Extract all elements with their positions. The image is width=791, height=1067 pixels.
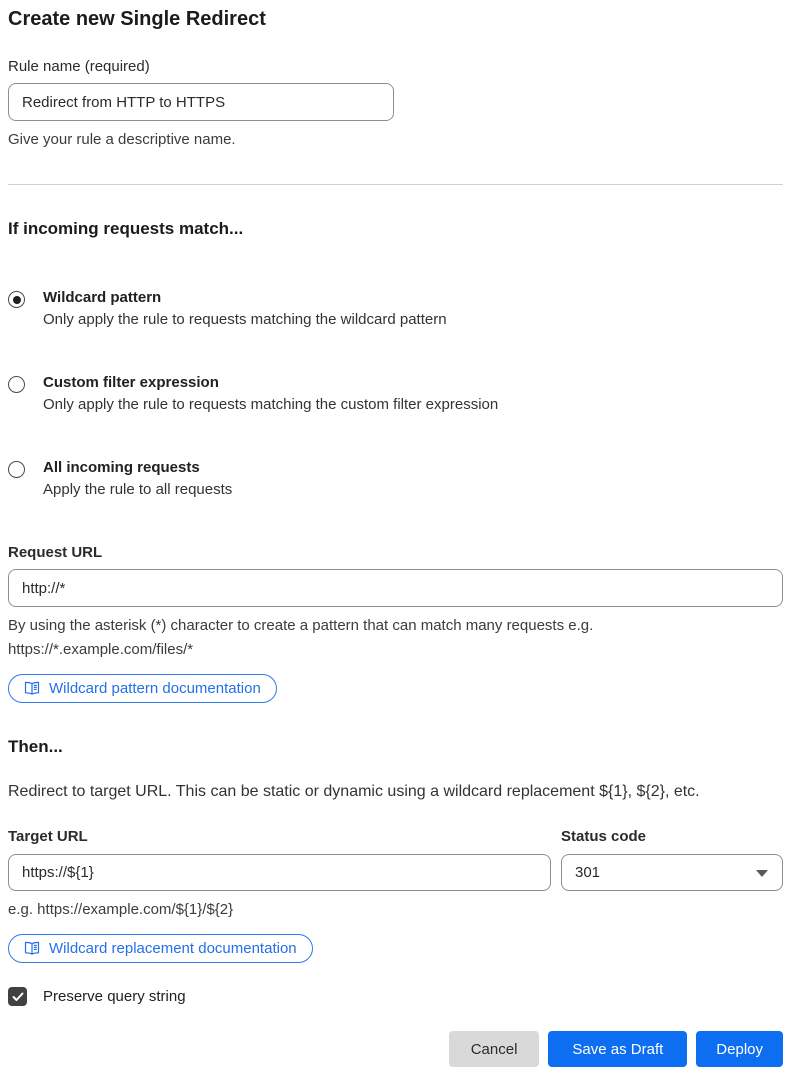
rule-name-input[interactable] [8, 83, 394, 121]
deploy-button[interactable]: Deploy [696, 1031, 783, 1067]
then-section-heading: Then... [8, 736, 63, 756]
request-url-help-line2: https://*.example.com/files/* [8, 640, 194, 658]
status-code-value: 301 [575, 863, 601, 881]
section-divider [8, 184, 783, 185]
preserve-query-string-row[interactable] [8, 987, 783, 1006]
radio-option-custom-filter[interactable] [8, 374, 783, 413]
radio-description: Apply the rule to all requests [43, 481, 233, 499]
radio-description: Only apply the rule to requests matching the wildcard pattern [43, 311, 447, 329]
target-url-input[interactable] [8, 854, 551, 891]
rule-name-help: Give your rule a descriptive name. [8, 131, 236, 148]
footer-actions [8, 1031, 783, 1067]
request-url-label: Request URL [8, 544, 103, 562]
then-description: Redirect to target URL. This can be static or dynamic using a wildcard replacement ${1}, ${2}, etc. [8, 782, 700, 800]
wildcard-pattern-docs-button[interactable] [8, 674, 277, 703]
radio-description: Only apply the rule to requests matching the custom filter expression [43, 396, 499, 414]
radio-button-icon[interactable] [8, 376, 25, 393]
radio-button-icon[interactable] [8, 291, 25, 308]
save-as-draft-button[interactable]: Save as Draft [548, 1031, 687, 1067]
request-url-help [8, 614, 783, 661]
match-section-heading: If incoming requests match... [8, 219, 244, 239]
target-url-label: Target URL [8, 827, 88, 845]
radio-option-all-requests[interactable] [8, 459, 783, 498]
status-code-select[interactable] [561, 854, 783, 891]
radio-label: Wildcard pattern [43, 289, 162, 307]
cancel-button[interactable]: Cancel [449, 1031, 540, 1067]
target-url-help: e.g. https://example.com/${1}/${2} [8, 900, 234, 918]
page-title: Create new Single Redirect [8, 8, 266, 30]
request-url-input[interactable] [8, 569, 783, 607]
chevron-down-icon [756, 870, 768, 877]
book-icon [24, 681, 40, 696]
target-url-status-row [8, 828, 783, 921]
request-url-help-line1: By using the asterisk (*) character to create a pattern that can match many requests e.g. [8, 617, 594, 635]
status-code-label: Status code [561, 827, 647, 845]
radio-label: Custom filter expression [43, 374, 219, 392]
doc-button-label: Wildcard pattern documentation [49, 679, 261, 697]
radio-label: All incoming requests [43, 459, 200, 477]
doc-button-label: Wildcard replacement documentation [49, 940, 297, 957]
radio-button-icon[interactable] [8, 461, 25, 478]
book-icon [24, 941, 40, 956]
radio-option-wildcard-pattern[interactable] [8, 289, 783, 328]
checkbox-checked-icon[interactable] [8, 987, 27, 1006]
match-type-radio-group [8, 289, 783, 498]
wildcard-replacement-docs-button[interactable] [8, 934, 313, 963]
rule-name-label: Rule name (required) [8, 58, 150, 75]
preserve-query-string-label: Preserve query string [43, 988, 186, 1005]
